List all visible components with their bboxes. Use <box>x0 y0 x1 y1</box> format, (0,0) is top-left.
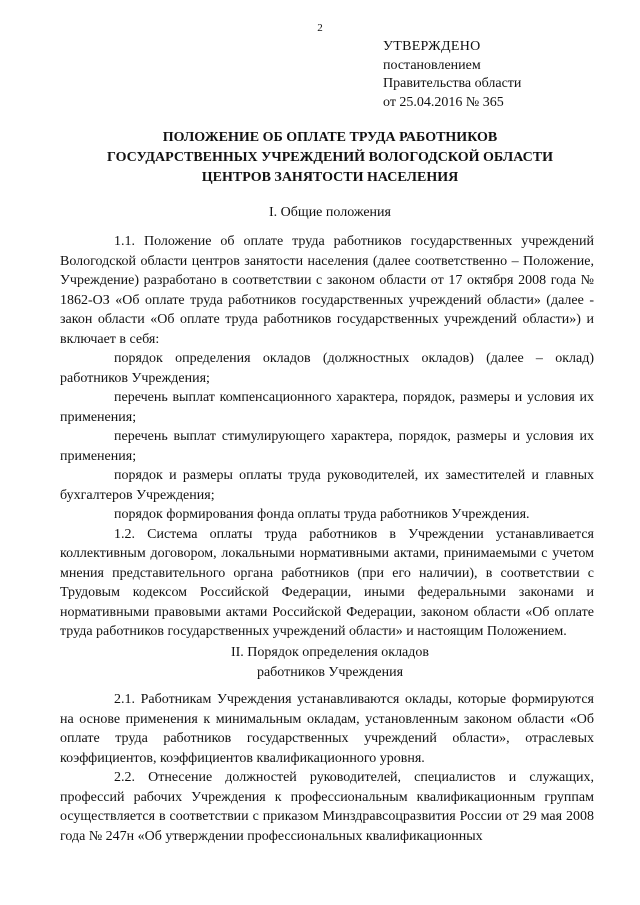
paragraph: порядок формирования фонда оплаты труда работников Учреждения. <box>114 507 530 522</box>
paragraph: 1.2. Система оплаты труда работников в Учреждении устанавливается коллективным договором, локальными нормативными актами, принимаемыми с учетом мнения представительного органа работников (при его наличии), в соответствии с Трудовым кодексом Российской Федерации, иными федеральными законами и нормативными правовыми актами Российской Федерации, законом области «Об оплате труда работников государственных учреждений области» и настоящим Положением. <box>60 526 594 639</box>
paragraph: 2.1. Работникам Учреждения устанавливаются оклады, которые формируются на основе применения к минимальным окладам, установленным законом области «Об оплате труда работников государственных учреждений области», отраслевых коэффициентов, коэффициентов квалификационного уровня. <box>60 692 594 766</box>
title-line: ПОЛОЖЕНИЕ ОБ ОПЛАТЕ ТРУДА РАБОТНИКОВ <box>162 130 498 145</box>
paragraph: перечень выплат компенсационного характера, порядок, размеры и условия их применения; <box>60 390 594 425</box>
section-2-heading-line: II. Порядок определения окладов <box>230 645 430 660</box>
paragraph: 2.2. Отнесение должностей руководителей, специалистов и служащих, профессий рабочих Учреждения к профессиональным квалификационным группам осуществляется в соответствии с приказом Минздравсоцразвития России от 29 мая 2008 года № 247н «Об утверждении профессиональных квалификационных <box>60 770 594 844</box>
paragraph: 1.1. Положение об оплате труда работников государственных учреждений Вологодской области центров занятости населения (далее соответственно – Положение, Учреждение) разработано в соответствии с законом области от 17 октября 2008 года № 1862-ОЗ «Об оплате труда работников государственных учреждений области» (далее - закон области «Об оплате труда работников государственных учреждений области») и включает в себя: <box>60 234 594 347</box>
paragraph: перечень выплат стимулирующего характера, порядок, размеры и условия их применения; <box>60 429 594 464</box>
section-2-heading-line: работников Учреждения <box>256 665 404 680</box>
paragraph: порядок и размеры оплаты труда руководителей, их заместителей и главных бухгалтеров Учреждения; <box>60 468 594 503</box>
section-2-body <box>60 690 594 846</box>
approval-stamp <box>383 38 521 112</box>
title-line: ЦЕНТРОВ ЗАНЯТОСТИ НАСЕЛЕНИЯ <box>201 170 459 185</box>
section-1-body <box>60 232 594 642</box>
approval-line: Правительства области <box>383 76 522 91</box>
section-1-heading: I. Общие положения <box>269 205 391 220</box>
paragraph: порядок определения окладов (должностных окладов) (далее – оклад) работников Учреждения; <box>60 351 594 386</box>
title-line: ГОСУДАРСТВЕННЫХ УЧРЕЖДЕНИЙ ВОЛОГОДСКОЙ ОБЛАСТИ <box>107 150 553 165</box>
approval-line: постановлением <box>383 57 481 73</box>
page-number: 2 <box>317 22 323 34</box>
approval-heading: УТВЕРЖДЕНО <box>383 39 481 54</box>
approval-date: от 25.04.2016 № 365 <box>383 94 504 110</box>
section-2-heading <box>60 643 600 683</box>
document-title <box>60 128 600 188</box>
